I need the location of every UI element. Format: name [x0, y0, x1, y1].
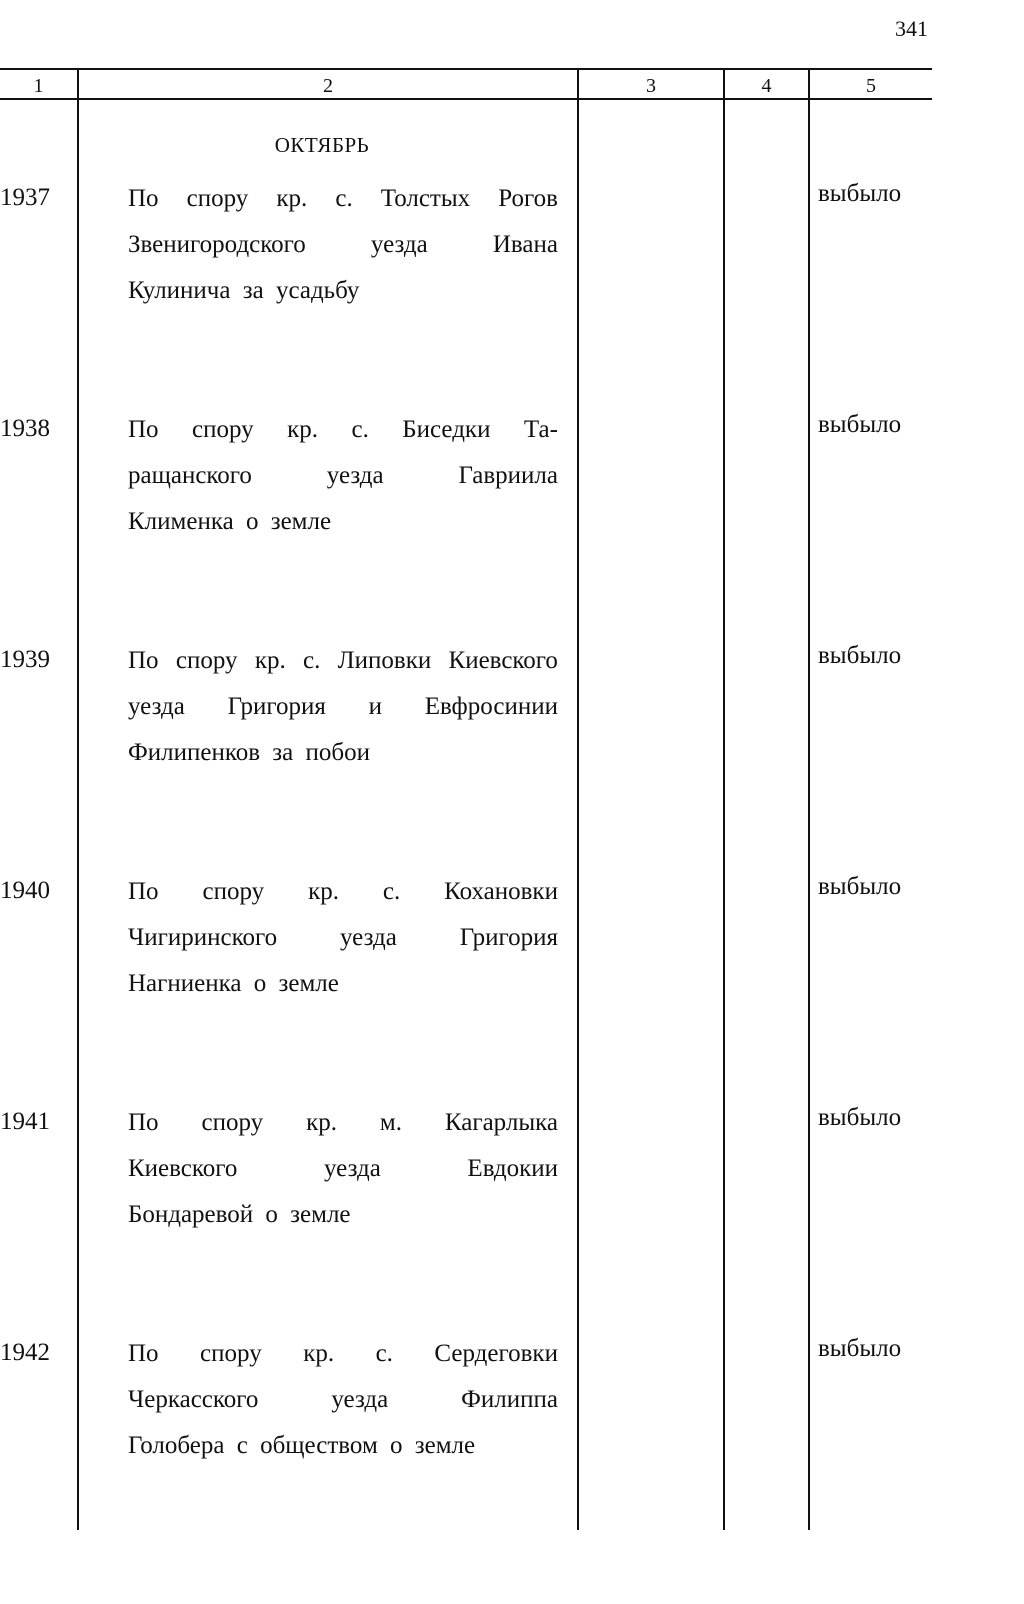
entry-number: 1938	[0, 415, 50, 442]
entry-number: 1941	[0, 1108, 50, 1135]
column-header-5: 5	[866, 75, 876, 97]
entry-status: выбыло	[818, 411, 902, 438]
description-line: По спору кр. с. Кохановки	[128, 878, 558, 905]
description-line: По спору кр. с. Сердеговки	[128, 1340, 558, 1367]
description-line: Клименка о земле	[128, 508, 332, 535]
entry-description	[128, 1331, 558, 1469]
description-line: уезда Григория и Евфросинии	[128, 693, 558, 720]
description-line: По спору кр. с. Липовки Киевского	[128, 647, 558, 674]
description-line: Чигиринского уезда Григория	[128, 924, 558, 951]
entry-description	[128, 869, 558, 1007]
table-top-rule	[0, 68, 932, 70]
column-header-1: 1	[33, 75, 44, 97]
entry-description	[128, 407, 558, 545]
header-bottom-rule	[0, 98, 932, 100]
description-line: Голобера с обществом о земле	[128, 1432, 476, 1459]
entry-status: выбыло	[818, 873, 902, 900]
entry-description	[128, 1100, 558, 1238]
description-line: Кулинича за усадьбу	[128, 277, 360, 304]
column-divider-2	[577, 68, 579, 1530]
entry-status: выбыло	[818, 1335, 902, 1362]
description-line: Звенигородского уезда Ивана	[128, 231, 558, 258]
entry-description	[128, 176, 558, 314]
page-number: 341	[895, 16, 928, 41]
description-line: ращанского уезда Гавриила	[128, 462, 558, 489]
entry-status: выбыло	[818, 642, 902, 669]
description-line: По спору кр. м. Кагарлыка	[128, 1109, 558, 1136]
description-line: По спору кр. с. Биседки Та-	[128, 416, 558, 443]
section-title: ОКТЯБРЬ	[274, 133, 370, 157]
entry-number: 1939	[0, 646, 50, 673]
entry-status: выбыло	[818, 1104, 902, 1131]
description-line: Бондаревой о земле	[128, 1201, 351, 1228]
entry-number: 1940	[0, 877, 50, 904]
entry-number: 1937	[0, 184, 50, 211]
entry-number: 1942	[0, 1339, 50, 1366]
description-line: Черкасского уезда Филиппа	[128, 1386, 558, 1413]
column-header-4: 4	[761, 75, 772, 97]
description-line: Нагниенка о земле	[128, 970, 339, 997]
column-divider-4	[808, 68, 810, 1530]
entry-status: выбыло	[818, 180, 902, 207]
column-header-3: 3	[646, 75, 656, 97]
column-header-2: 2	[323, 75, 333, 97]
column-divider-3	[723, 68, 725, 1530]
column-divider-1	[77, 68, 79, 1530]
entry-description	[128, 638, 558, 776]
description-line: Филипенков за побои	[128, 739, 370, 766]
description-line: Киевского уезда Евдокии	[128, 1155, 558, 1182]
description-line: По спору кр. с. Толстых Рогов	[128, 185, 558, 212]
